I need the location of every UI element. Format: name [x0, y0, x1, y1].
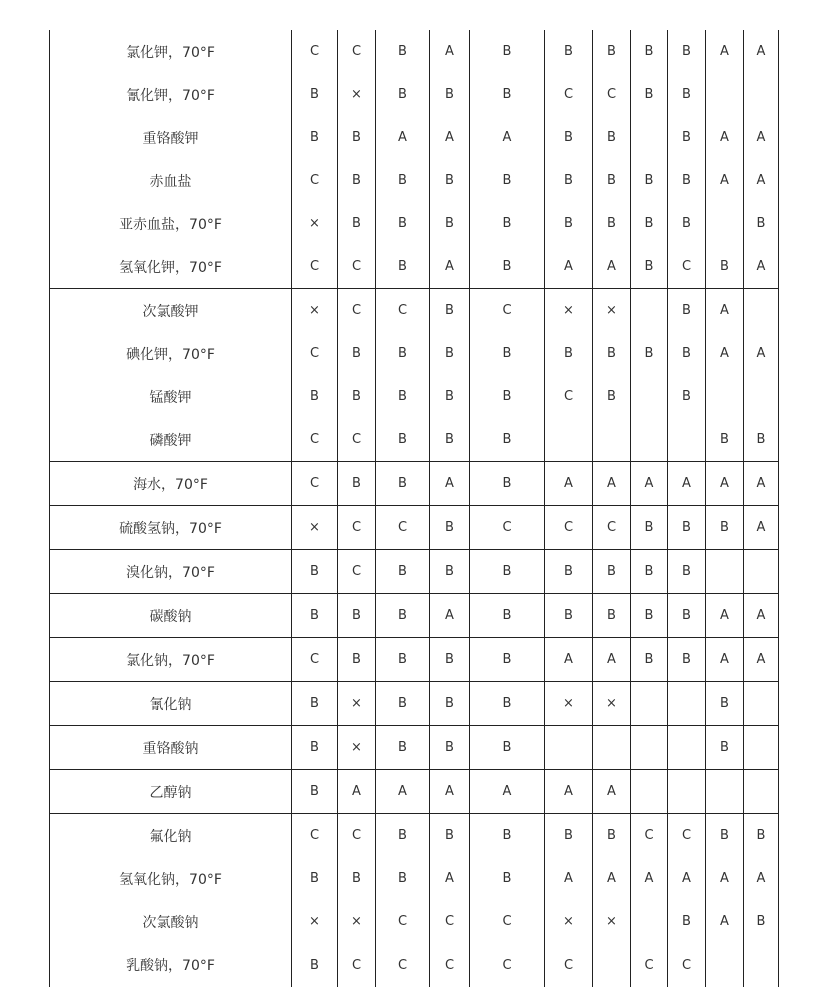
rating-cell: C [292, 30, 338, 73]
rating-cell: B [292, 943, 338, 987]
rating-cell: B [668, 159, 706, 202]
rating-cell: B [430, 202, 470, 245]
rating-cell: B [668, 202, 706, 245]
rating-cell: B [292, 726, 338, 770]
rating-cell [744, 726, 779, 770]
rating-cell: A [593, 462, 631, 506]
rating-cell: A [470, 116, 545, 159]
rating-cell: A [631, 462, 668, 506]
rating-cell: C [430, 900, 470, 943]
rating-cell: A [430, 594, 470, 638]
rating-cell: B [430, 289, 470, 333]
table-row [50, 245, 779, 289]
chemical-name-cell: 海水，70°F [50, 462, 292, 506]
rating-cell [593, 943, 631, 987]
rating-cell: A [593, 638, 631, 682]
rating-cell: B [545, 116, 593, 159]
rating-cell: B [668, 289, 706, 333]
rating-cell [668, 770, 706, 814]
rating-cell: A [430, 770, 470, 814]
rating-cell: B [376, 857, 430, 900]
chemical-name-cell: 氢氧化钾，70°F [50, 245, 292, 289]
rating-cell: A [744, 462, 779, 506]
rating-cell: × [593, 682, 631, 726]
chemical-name-cell: 氯化钾，70°F [50, 30, 292, 73]
rating-cell: × [338, 73, 376, 116]
rating-cell: B [744, 814, 779, 858]
chemical-name-cell: 碳酸钠 [50, 594, 292, 638]
rating-cell: B [338, 332, 376, 375]
chemical-name-cell: 氰化钾，70°F [50, 73, 292, 116]
rating-cell: B [706, 418, 744, 462]
rating-cell: B [376, 594, 430, 638]
rating-cell: B [631, 30, 668, 73]
rating-cell: B [545, 814, 593, 858]
rating-cell: B [744, 202, 779, 245]
rating-cell: C [338, 289, 376, 333]
rating-cell: B [593, 814, 631, 858]
rating-cell: A [430, 245, 470, 289]
table-row [50, 462, 779, 506]
rating-cell: C [668, 943, 706, 987]
rating-cell: B [470, 159, 545, 202]
rating-cell: A [706, 116, 744, 159]
table-body [50, 30, 779, 987]
rating-cell: C [545, 73, 593, 116]
chemical-name-cell: 氯化钠，70°F [50, 638, 292, 682]
rating-cell [631, 289, 668, 333]
rating-cell: B [545, 202, 593, 245]
rating-cell [668, 418, 706, 462]
rating-cell: B [631, 159, 668, 202]
rating-cell: B [376, 550, 430, 594]
rating-cell: B [376, 462, 430, 506]
rating-cell: C [668, 814, 706, 858]
rating-cell: A [744, 245, 779, 289]
rating-cell: B [706, 245, 744, 289]
rating-cell [631, 418, 668, 462]
rating-cell: B [470, 857, 545, 900]
rating-cell: B [593, 332, 631, 375]
rating-cell: B [376, 73, 430, 116]
rating-cell: C [292, 418, 338, 462]
rating-cell [744, 375, 779, 418]
rating-cell: B [631, 202, 668, 245]
rating-cell: A [706, 594, 744, 638]
rating-cell: C [376, 289, 430, 333]
table-row [50, 159, 779, 202]
table-row [50, 116, 779, 159]
chemical-name-cell: 氢氧化钠，70°F [50, 857, 292, 900]
rating-cell: A [593, 245, 631, 289]
rating-cell: B [376, 159, 430, 202]
rating-cell: B [430, 550, 470, 594]
rating-cell: B [430, 332, 470, 375]
table-row [50, 857, 779, 900]
rating-cell: B [338, 159, 376, 202]
rating-cell: × [338, 726, 376, 770]
rating-cell [668, 682, 706, 726]
rating-cell: B [470, 682, 545, 726]
rating-cell: B [668, 332, 706, 375]
rating-cell: B [430, 726, 470, 770]
rating-cell: A [338, 770, 376, 814]
rating-cell [706, 73, 744, 116]
rating-cell: B [631, 73, 668, 116]
rating-cell: B [631, 594, 668, 638]
rating-cell: C [292, 462, 338, 506]
rating-cell: A [430, 462, 470, 506]
rating-cell: × [292, 202, 338, 245]
rating-cell: B [430, 814, 470, 858]
rating-cell: A [706, 332, 744, 375]
rating-cell: C [338, 30, 376, 73]
rating-cell [706, 770, 744, 814]
rating-cell [545, 418, 593, 462]
rating-cell: A [744, 116, 779, 159]
rating-cell: A [631, 857, 668, 900]
rating-cell [593, 418, 631, 462]
rating-cell: B [470, 202, 545, 245]
rating-cell: B [631, 245, 668, 289]
rating-cell: B [338, 857, 376, 900]
rating-cell: B [292, 682, 338, 726]
table-row [50, 594, 779, 638]
rating-cell: B [292, 73, 338, 116]
rating-cell: B [376, 375, 430, 418]
rating-cell: B [376, 202, 430, 245]
rating-cell: A [706, 638, 744, 682]
rating-cell [744, 73, 779, 116]
rating-cell: B [430, 638, 470, 682]
rating-cell: B [706, 814, 744, 858]
rating-cell [545, 726, 593, 770]
rating-cell: B [668, 73, 706, 116]
rating-cell: A [545, 857, 593, 900]
table-row [50, 332, 779, 375]
table-row [50, 202, 779, 245]
rating-cell: B [338, 638, 376, 682]
rating-cell: B [292, 116, 338, 159]
rating-cell: B [470, 462, 545, 506]
rating-cell: B [376, 638, 430, 682]
table-row [50, 682, 779, 726]
rating-cell: C [292, 245, 338, 289]
rating-cell [631, 116, 668, 159]
rating-cell [706, 943, 744, 987]
rating-cell: B [631, 332, 668, 375]
rating-cell: C [376, 506, 430, 550]
rating-cell [593, 726, 631, 770]
rating-cell: B [470, 638, 545, 682]
table-row [50, 375, 779, 418]
rating-cell: B [668, 900, 706, 943]
rating-cell: B [376, 814, 430, 858]
rating-cell: A [706, 289, 744, 333]
rating-cell: B [744, 900, 779, 943]
rating-cell [744, 770, 779, 814]
rating-cell [668, 726, 706, 770]
rating-cell: B [470, 332, 545, 375]
table-row [50, 638, 779, 682]
rating-cell: A [744, 332, 779, 375]
rating-cell: A [545, 638, 593, 682]
rating-cell: C [470, 506, 545, 550]
rating-cell: B [470, 73, 545, 116]
rating-cell: A [470, 770, 545, 814]
rating-cell [744, 943, 779, 987]
rating-cell: × [292, 289, 338, 333]
rating-cell [631, 682, 668, 726]
rating-cell [744, 289, 779, 333]
chemical-name-cell: 硫酸氢钠，70°F [50, 506, 292, 550]
rating-cell: C [470, 289, 545, 333]
rating-cell: A [706, 462, 744, 506]
rating-cell: B [338, 375, 376, 418]
rating-cell: C [631, 814, 668, 858]
rating-cell [631, 770, 668, 814]
chemical-name-cell: 次氯酸钾 [50, 289, 292, 333]
rating-cell [706, 550, 744, 594]
rating-cell: B [430, 159, 470, 202]
chemical-name-cell: 磷酸钾 [50, 418, 292, 462]
rating-cell: B [376, 245, 430, 289]
rating-cell: C [292, 159, 338, 202]
rating-cell: A [706, 857, 744, 900]
chemical-name-cell: 亚赤血盐，70°F [50, 202, 292, 245]
table-row [50, 550, 779, 594]
rating-cell: B [292, 857, 338, 900]
rating-cell: C [470, 943, 545, 987]
rating-cell: B [376, 682, 430, 726]
rating-cell: B [376, 418, 430, 462]
table-row [50, 900, 779, 943]
rating-cell: B [593, 159, 631, 202]
rating-cell: B [470, 594, 545, 638]
rating-cell: A [430, 30, 470, 73]
rating-cell: B [545, 30, 593, 73]
rating-cell: A [545, 462, 593, 506]
rating-cell: B [545, 594, 593, 638]
rating-cell: B [593, 202, 631, 245]
rating-cell: A [744, 506, 779, 550]
rating-cell [706, 375, 744, 418]
rating-cell: B [338, 594, 376, 638]
rating-cell: × [338, 682, 376, 726]
rating-cell: B [376, 332, 430, 375]
compatibility-table-container [49, 30, 779, 987]
rating-cell: B [338, 462, 376, 506]
chemical-name-cell: 碘化钾，70°F [50, 332, 292, 375]
rating-cell: C [545, 375, 593, 418]
rating-cell: A [744, 30, 779, 73]
rating-cell: B [430, 682, 470, 726]
rating-cell: B [430, 418, 470, 462]
rating-cell: B [470, 30, 545, 73]
rating-cell: × [338, 900, 376, 943]
rating-cell [706, 202, 744, 245]
rating-cell: C [338, 943, 376, 987]
rating-cell: B [668, 506, 706, 550]
rating-cell: C [376, 943, 430, 987]
chemical-name-cell: 氰化钠 [50, 682, 292, 726]
rating-cell: B [292, 550, 338, 594]
rating-cell: C [338, 245, 376, 289]
rating-cell: C [292, 332, 338, 375]
rating-cell: B [470, 375, 545, 418]
rating-cell: × [545, 900, 593, 943]
rating-cell: B [744, 418, 779, 462]
rating-cell: × [593, 900, 631, 943]
table-row [50, 73, 779, 116]
rating-cell: A [706, 900, 744, 943]
rating-cell [631, 375, 668, 418]
rating-cell: B [545, 550, 593, 594]
rating-cell: B [668, 375, 706, 418]
table-row [50, 726, 779, 770]
rating-cell: B [470, 550, 545, 594]
rating-cell: C [631, 943, 668, 987]
rating-cell: C [593, 73, 631, 116]
rating-cell: A [744, 638, 779, 682]
rating-cell: A [593, 770, 631, 814]
rating-cell: B [430, 375, 470, 418]
table-row [50, 418, 779, 462]
rating-cell: B [292, 375, 338, 418]
rating-cell: B [668, 550, 706, 594]
chemical-name-cell: 溴化钠，70°F [50, 550, 292, 594]
rating-cell: A [430, 857, 470, 900]
rating-cell: A [706, 30, 744, 73]
rating-cell: B [631, 638, 668, 682]
rating-cell: B [668, 594, 706, 638]
rating-cell: B [668, 116, 706, 159]
rating-cell: A [668, 857, 706, 900]
rating-cell: C [292, 638, 338, 682]
rating-cell: B [668, 30, 706, 73]
rating-cell: C [292, 814, 338, 858]
rating-cell: B [593, 116, 631, 159]
rating-cell: A [706, 159, 744, 202]
table-row [50, 289, 779, 333]
table-row [50, 814, 779, 858]
rating-cell: B [545, 332, 593, 375]
rating-cell: B [430, 506, 470, 550]
rating-cell: C [338, 550, 376, 594]
rating-cell: B [338, 202, 376, 245]
rating-cell: B [706, 506, 744, 550]
rating-cell: B [593, 375, 631, 418]
rating-cell: B [376, 30, 430, 73]
rating-cell: B [593, 550, 631, 594]
rating-cell: × [545, 682, 593, 726]
chemical-name-cell: 重铬酸钾 [50, 116, 292, 159]
rating-cell: B [292, 770, 338, 814]
rating-cell: C [470, 900, 545, 943]
rating-cell: B [631, 506, 668, 550]
rating-cell: × [292, 900, 338, 943]
rating-cell: B [631, 550, 668, 594]
rating-cell [744, 682, 779, 726]
table-row [50, 770, 779, 814]
rating-cell: A [744, 159, 779, 202]
rating-cell: A [545, 245, 593, 289]
rating-cell [631, 726, 668, 770]
table-row [50, 506, 779, 550]
chemical-name-cell: 重铬酸钠 [50, 726, 292, 770]
chemical-name-cell: 乳酸钠，70°F [50, 943, 292, 987]
rating-cell: C [545, 506, 593, 550]
rating-cell: A [668, 462, 706, 506]
chemical-name-cell: 氟化钠 [50, 814, 292, 858]
rating-cell: C [338, 418, 376, 462]
rating-cell: B [338, 116, 376, 159]
rating-cell: B [706, 726, 744, 770]
rating-cell [744, 550, 779, 594]
rating-cell: B [430, 73, 470, 116]
rating-cell: A [744, 857, 779, 900]
rating-cell: C [338, 506, 376, 550]
chemical-name-cell: 赤血盐 [50, 159, 292, 202]
rating-cell: A [545, 770, 593, 814]
rating-cell: B [545, 159, 593, 202]
rating-cell: B [376, 726, 430, 770]
chemical-name-cell: 次氯酸钠 [50, 900, 292, 943]
rating-cell: C [668, 245, 706, 289]
rating-cell: A [744, 594, 779, 638]
rating-cell: A [376, 116, 430, 159]
rating-cell: B [593, 594, 631, 638]
rating-cell: A [593, 857, 631, 900]
table-row [50, 943, 779, 987]
chemical-name-cell: 乙醇钠 [50, 770, 292, 814]
rating-cell: C [430, 943, 470, 987]
rating-cell: B [470, 245, 545, 289]
rating-cell: C [338, 814, 376, 858]
rating-cell: C [376, 900, 430, 943]
rating-cell: B [292, 594, 338, 638]
rating-cell: B [593, 30, 631, 73]
rating-cell: A [430, 116, 470, 159]
rating-cell: C [545, 943, 593, 987]
rating-cell: B [668, 638, 706, 682]
rating-cell: × [292, 506, 338, 550]
chemical-compatibility-table [49, 30, 779, 987]
rating-cell: B [470, 418, 545, 462]
rating-cell: C [593, 506, 631, 550]
rating-cell: B [470, 726, 545, 770]
chemical-name-cell: 锰酸钾 [50, 375, 292, 418]
rating-cell: × [545, 289, 593, 333]
rating-cell: B [706, 682, 744, 726]
table-row [50, 30, 779, 73]
rating-cell [631, 900, 668, 943]
rating-cell: × [593, 289, 631, 333]
rating-cell: B [470, 814, 545, 858]
rating-cell: A [376, 770, 430, 814]
